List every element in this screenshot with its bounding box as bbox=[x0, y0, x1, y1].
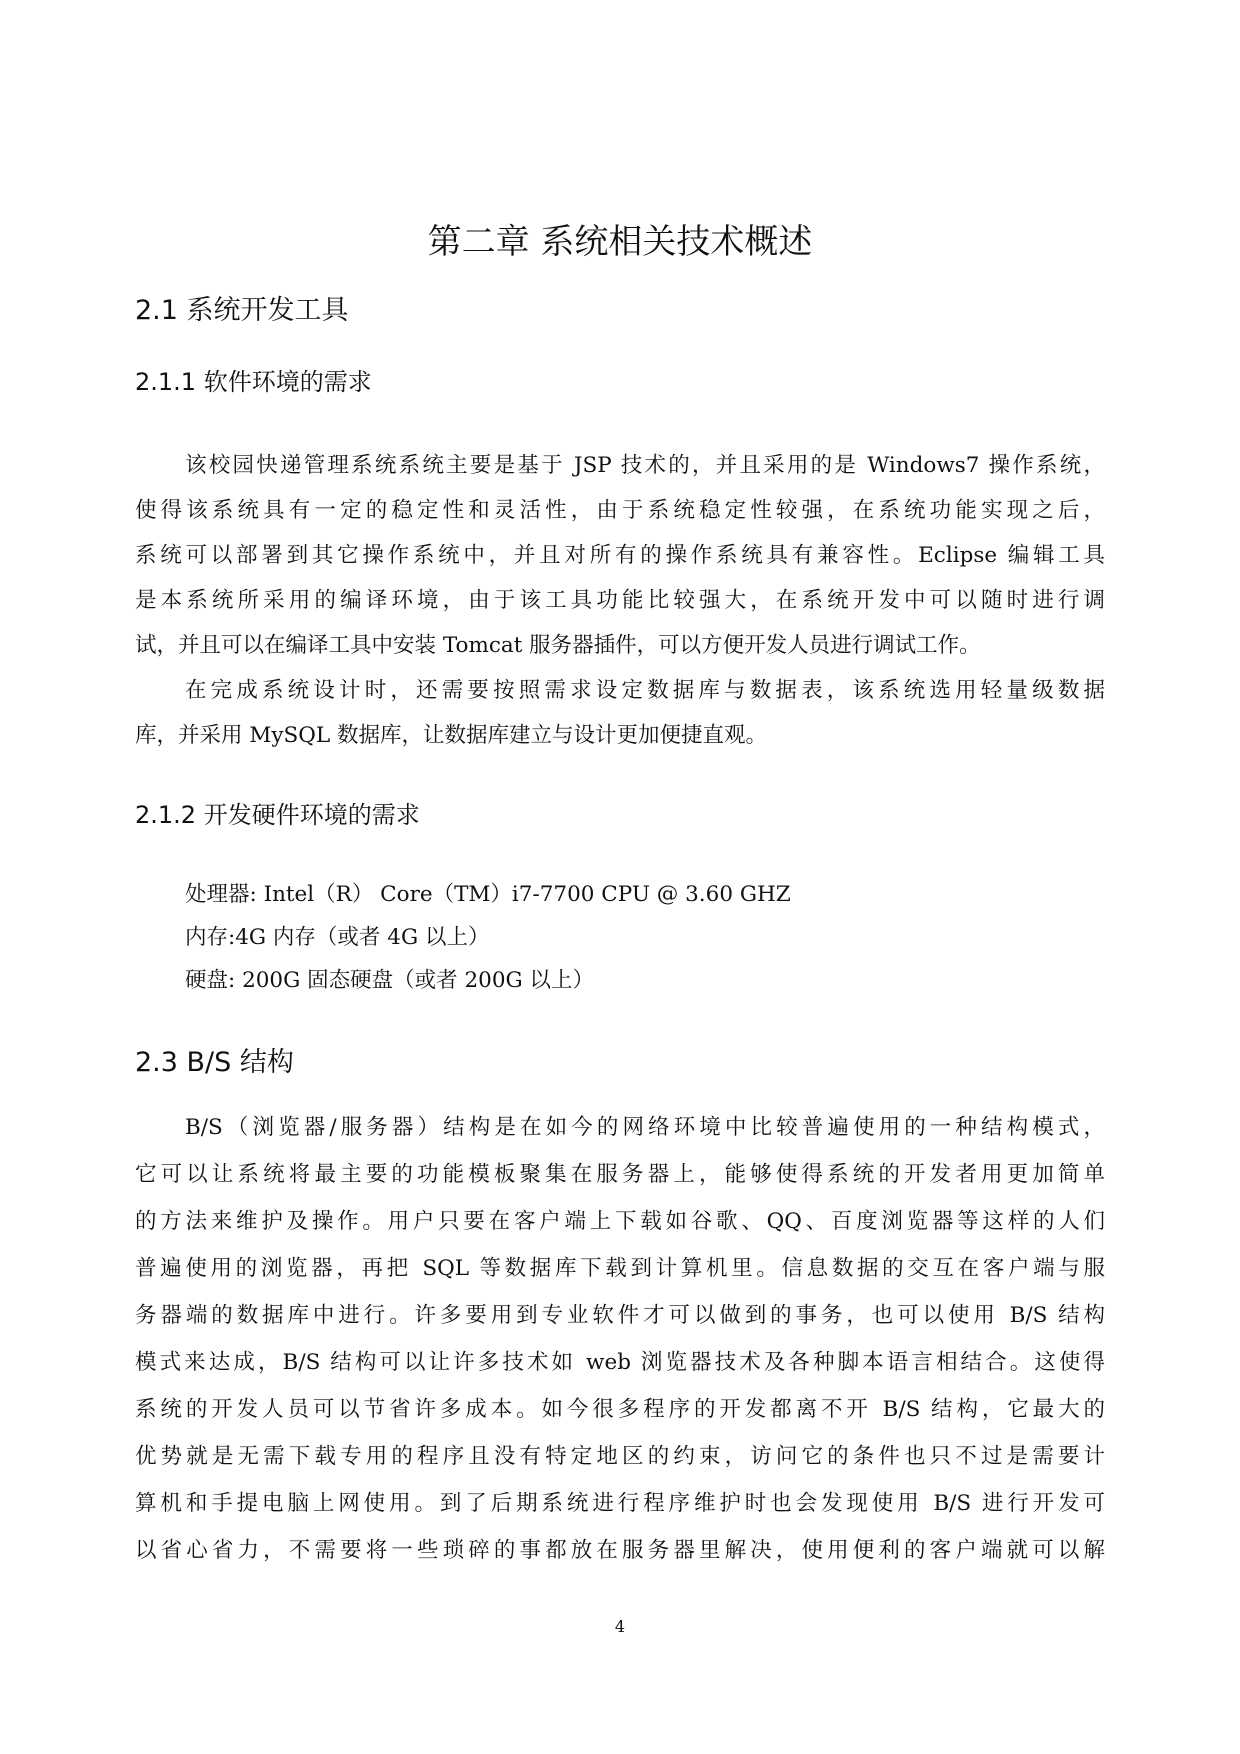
hardware-item-cpu: 处理器: Intel（R） Core（TM）i7-7700 CPU @ 3.60 GHZ bbox=[185, 882, 791, 907]
paragraph-line: 它可以让系统将最主要的功能模板聚集在服务器上，能够使得系统的开发者用更加简单 bbox=[135, 1162, 1105, 1187]
page-number: 4 bbox=[614, 1617, 626, 1636]
paragraph-line: 务器端的数据库中进行。许多要用到专业软件才可以做到的事务，也可以使用 B/S 结构 bbox=[135, 1303, 1105, 1328]
section-heading-2-1-1: 2.1.1 软件环境的需求 bbox=[135, 368, 372, 396]
paragraph-line: 算机和手提电脑上网使用。到了后期系统进行程序维护时也会发现使用 B/S 进行开发可 bbox=[135, 1491, 1105, 1516]
section-heading-2-1: 2.1 系统开发工具 bbox=[135, 295, 349, 326]
paragraph-line: B/S（浏览器/服务器）结构是在如今的网络环境中比较普遍使用的一种结构模式， bbox=[185, 1115, 1105, 1140]
paragraph-line: 的方法来维护及操作。用户只要在客户端上下载如谷歌、QQ、百度浏览器等这样的人们 bbox=[135, 1209, 1105, 1234]
paragraph-line: 在完成系统设计时，还需要按照需求设定数据库与数据表，该系统选用轻量级数据 bbox=[185, 678, 1105, 703]
paragraph-line: 试，并且可以在编译工具中安装 Tomcat 服务器插件，可以方便开发人员进行调试工作。 bbox=[135, 633, 981, 658]
section-heading-2-3: 2.3 B/S 结构 bbox=[135, 1047, 294, 1078]
chapter-title: 第二章 系统相关技术概述 bbox=[427, 222, 813, 262]
hardware-item-disk: 硬盘: 200G 固态硬盘（或者 200G 以上） bbox=[185, 968, 595, 993]
paragraph-line: 优势就是无需下载专用的程序且没有特定地区的约束，访问它的条件也只不过是需要计 bbox=[135, 1444, 1105, 1469]
paragraph-line: 库，并采用 MySQL 数据库，让数据库建立与设计更加便捷直观。 bbox=[135, 723, 767, 748]
paragraph-line: 模式来达成，B/S 结构可以让许多技术如 web 浏览器技术及各种脚本语言相结合。这使得 bbox=[135, 1350, 1105, 1375]
paragraph-line: 系统可以部署到其它操作系统中，并且对所有的操作系统具有兼容性。Eclipse 编辑工具 bbox=[135, 543, 1105, 568]
hardware-item-memory: 内存:4G 内存（或者 4G 以上） bbox=[185, 925, 490, 950]
paragraph-line: 该校园快递管理系统系统主要是基于 JSP 技术的，并且采用的是 Windows7 操作系统， bbox=[185, 453, 1105, 478]
paragraph-line: 系统的开发人员可以节省许多成本。如今很多程序的开发都离不开 B/S 结构，它最大的 bbox=[135, 1397, 1105, 1422]
paragraph-line: 以省心省力，不需要将一些琐碎的事都放在服务器里解决，使用便利的客户端就可以解 bbox=[135, 1538, 1105, 1563]
paragraph-line: 普遍使用的浏览器，再把 SQL 等数据库下载到计算机里。信息数据的交互在客户端与服 bbox=[135, 1256, 1105, 1281]
paragraph-line: 是本系统所采用的编译环境，由于该工具功能比较强大，在系统开发中可以随时进行调 bbox=[135, 588, 1105, 613]
section-heading-2-1-2: 2.1.2 开发硬件环境的需求 bbox=[135, 801, 420, 829]
paragraph-line: 使得该系统具有一定的稳定性和灵活性，由于系统稳定性较强，在系统功能实现之后， bbox=[135, 498, 1105, 523]
